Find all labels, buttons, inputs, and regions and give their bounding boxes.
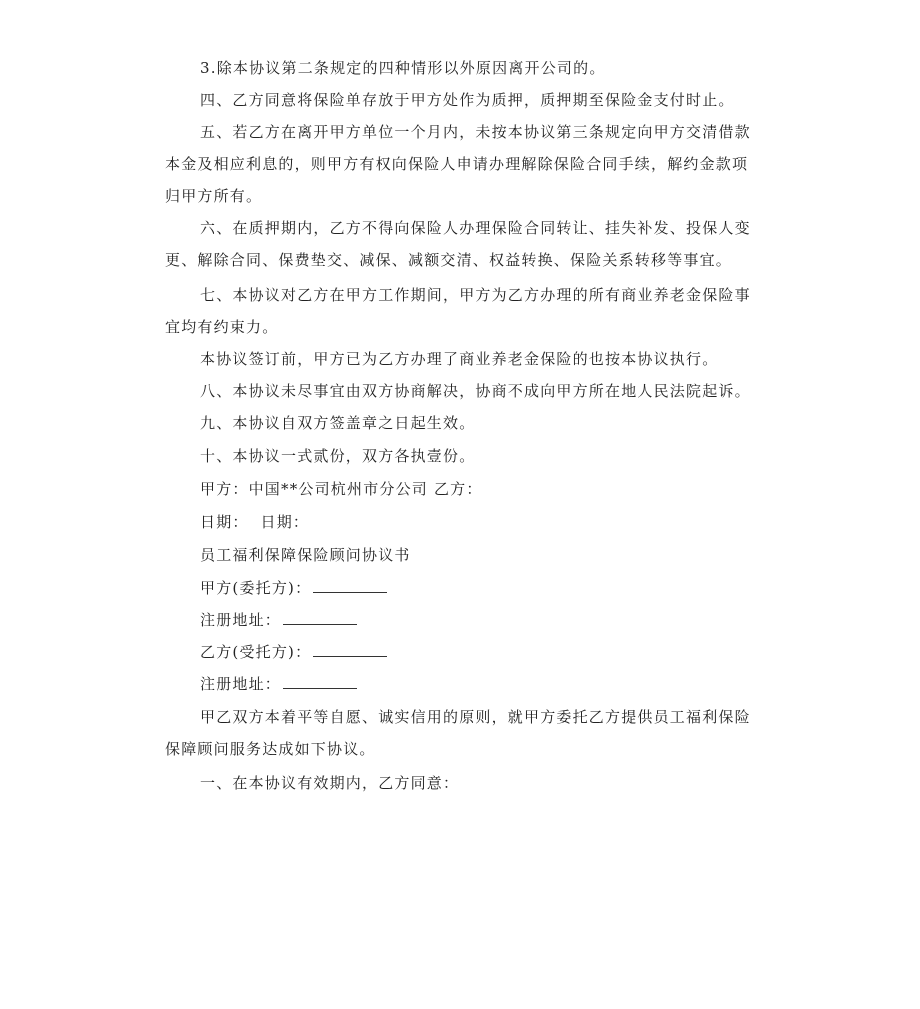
paragraph-clause-five: 五、若乙方在离开甲方单位一个月内，未按本协议第三条规定向甲方交清借款本金及相应利息的，则甲方有权向保险人申请办理解除保险合同手续，解约金款项归甲方所有。 bbox=[165, 123, 751, 205]
paragraph-clause-eight: 八、本协议未尽事宜由双方协商解决，协商不成向甲方所在地人民法院起诉。 bbox=[200, 382, 751, 400]
address-a-blank bbox=[283, 623, 357, 625]
paragraph-clause-seven: 七、本协议对乙方在甲方工作期间，甲方为乙方办理的所有商业养老金保险事宜均有约束力。 bbox=[165, 286, 751, 336]
clause-one-intro: 一、在本协议有效期内，乙方同意： bbox=[200, 774, 460, 792]
party-a-field bbox=[200, 572, 387, 604]
party-a-label: 甲方(委托方)： bbox=[200, 579, 312, 597]
party-a-blank bbox=[313, 591, 387, 593]
date-line: 日期： 日期： bbox=[200, 513, 310, 531]
paragraph-clause-four: 四、乙方同意将保险单存放于甲方处作为质押，质押期至保险金支付时止。 bbox=[200, 91, 735, 109]
paragraph-clause-3: 3.除本协议第二条规定的四种情形以外原因离开公司的。 bbox=[200, 59, 606, 77]
paragraph-prior-signing: 本协议签订前，甲方已为乙方办理了商业养老金保险的也按本协议执行。 bbox=[200, 350, 719, 368]
paragraph-clause-ten: 十、本协议一式贰份，双方各执壹份。 bbox=[200, 447, 476, 465]
paragraph-clause-six: 六、在质押期内，乙方不得向保险人办理保险合同转让、挂失补发、投保人变更、解除合同、保费垫交、减保、减额交清、权益转换、保险关系转移等事宜。 bbox=[165, 219, 751, 269]
second-agreement-title: 员工福利保障保险顾问协议书 bbox=[200, 546, 411, 564]
preamble-paragraph: 甲乙双方本着平等自愿、诚实信用的原则，就甲方委托乙方提供员工福利保险保障顾问服务达成如下协议。 bbox=[165, 708, 751, 758]
address-b-field bbox=[200, 668, 357, 700]
address-a-field bbox=[200, 604, 357, 636]
address-a-label: 注册地址： bbox=[200, 611, 282, 629]
party-b-blank bbox=[313, 655, 387, 657]
address-b-label: 注册地址： bbox=[200, 675, 282, 693]
signature-line: 甲方：中国**公司杭州市分公司 乙方： bbox=[200, 480, 483, 498]
paragraph-clause-nine: 九、本协议自双方签盖章之日起生效。 bbox=[200, 414, 476, 432]
address-b-blank bbox=[283, 687, 357, 689]
party-b-label: 乙方(受托方)： bbox=[200, 643, 312, 661]
party-b-field bbox=[200, 636, 387, 668]
